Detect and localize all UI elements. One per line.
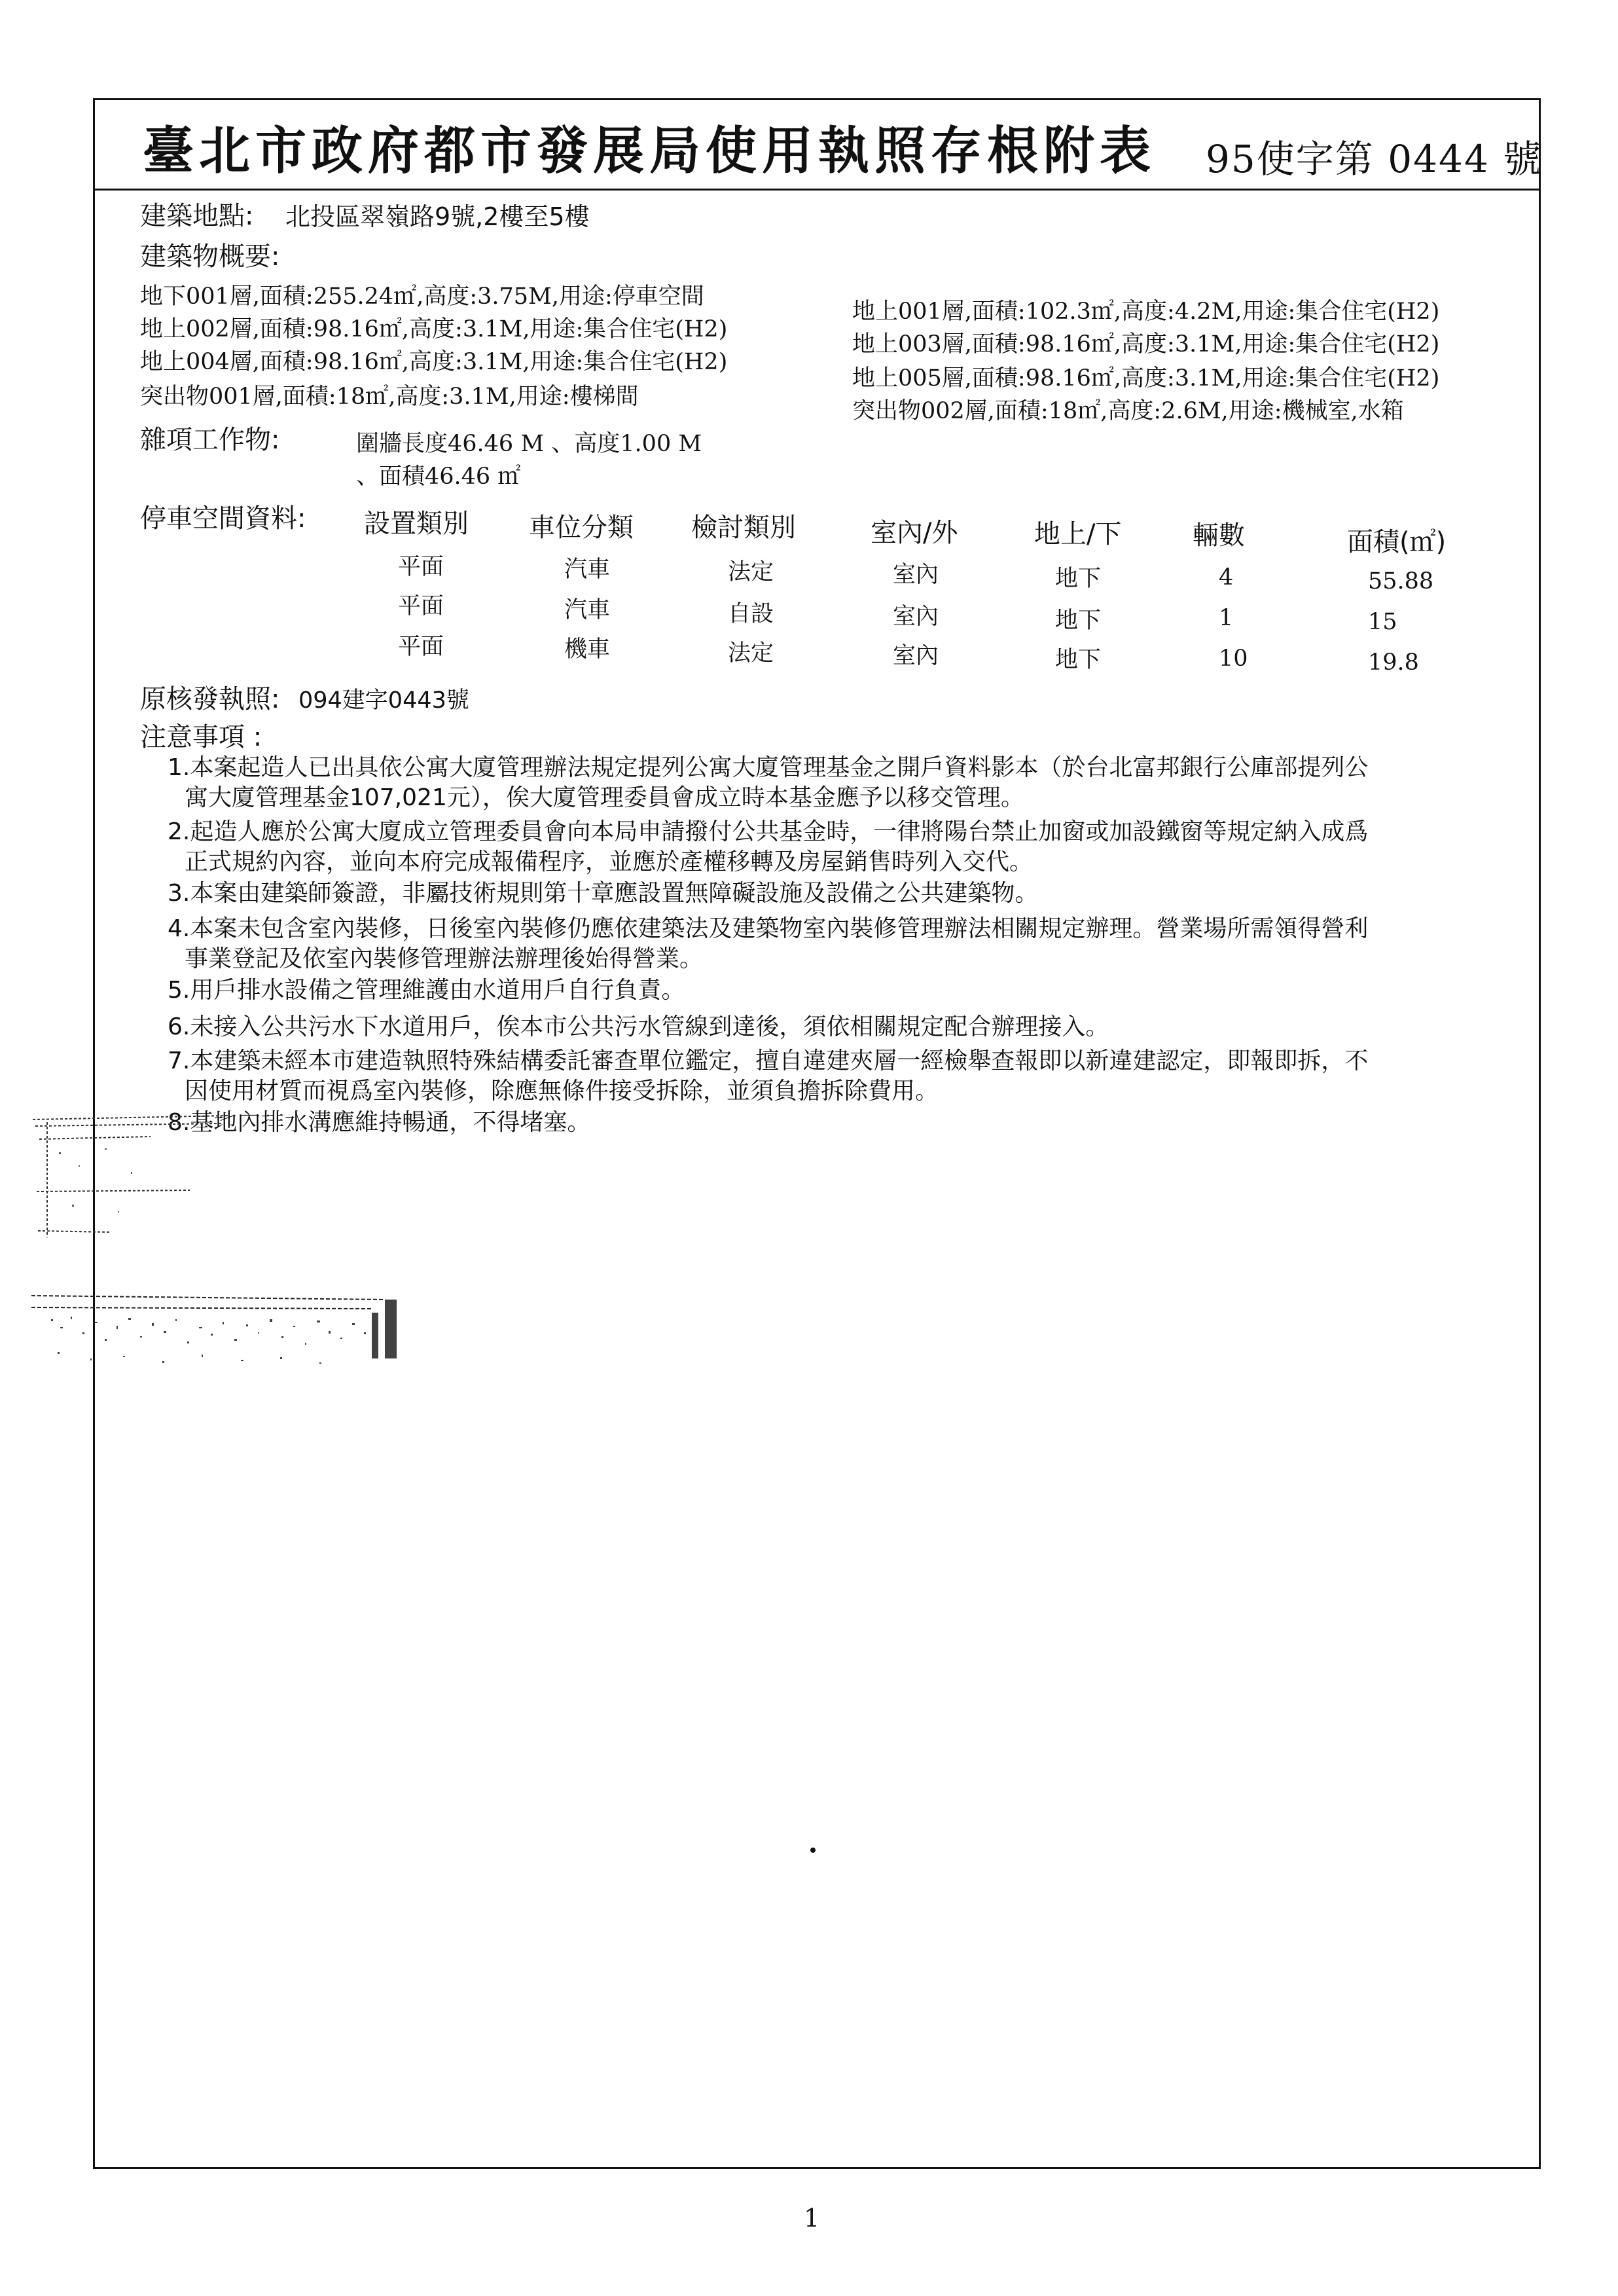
note-line: 本案起造人已出具依公寓大廈管理辦法規定提列公寓大廈管理基金之開戶資料影本（於台北富邦銀行公庫部提列公	[190, 754, 1369, 781]
parking-cell: 55.88	[1368, 568, 1434, 594]
parking-label: 停車空間資料:	[140, 503, 306, 534]
overview-right-line: 地上003層,面積:98.16㎡,高度:3.1M,用途:集合住宅(H2)	[852, 331, 1440, 357]
note-line: 用戶排水設備之管理維護由水道用戶自行負責。	[190, 977, 685, 1004]
original-permit-value: 094建字0443號	[298, 687, 469, 714]
misc-line: 圍牆長度46.46 M 、高度1.00 M	[356, 431, 702, 457]
stamp-mark-upper	[33, 1113, 242, 1244]
scan-speck	[810, 1848, 816, 1853]
parking-cell: 室內	[893, 604, 939, 630]
overview-left-line: 地上002層,面積:98.16㎡,高度:3.1M,用途:集合住宅(H2)	[140, 316, 728, 342]
notes-label: 注意事項 :	[140, 722, 262, 752]
parking-header: 地上/下	[1034, 519, 1122, 549]
note-line: 本案未包含室內裝修，日後室內裝修仍應依建築法及建築物室內裝修管理辦法相關規定辦理。營業場所需領得營利	[190, 915, 1369, 942]
note-number: 4.	[168, 915, 190, 942]
note-line: 正式規約內容，並向本府完成報備程序，並應於產權移轉及房屋銷售時列入交代。	[185, 848, 1034, 875]
parking-header: 設置類別	[364, 509, 469, 539]
note-item-1	[168, 753, 1368, 813]
overview-label: 建築物概要:	[140, 242, 280, 272]
parking-cell: 平面	[398, 554, 444, 580]
site-label: 建築地點:	[140, 201, 254, 231]
parking-header: 室內/外	[871, 518, 958, 548]
note-line: 起造人應於公寓大廈成立管理委員會向本局申請撥付公共基金時，一律將陽台禁止加窗或加設鐵窗等規定納入成爲	[190, 818, 1369, 845]
document-title: 臺北市政府都市發展局使用執照存根附表	[143, 121, 1157, 181]
note-number: 3.	[168, 880, 190, 907]
parking-cell: 平面	[398, 593, 444, 619]
misc-label: 雜項工作物:	[140, 425, 280, 455]
parking-cell: 15	[1368, 609, 1397, 635]
parking-cell: 地下	[1055, 647, 1102, 673]
parking-cell: 19.8	[1368, 649, 1419, 676]
overview-left-line: 地下001層,面積:255.24㎡,高度:3.75M,用途:停車空間	[140, 283, 704, 310]
parking-cell: 1	[1219, 605, 1234, 631]
note-line: 本案由建築師簽證，非屬技術規則第十章應設置無障礙設施及設備之公共建築物。	[190, 880, 1039, 907]
parking-cell: 法定	[728, 640, 774, 666]
title-divider	[93, 189, 1541, 191]
parking-cell: 自設	[728, 601, 774, 627]
parking-header: 檢討類別	[691, 513, 796, 543]
overview-right-line: 地上001層,面積:102.3㎡,高度:4.2M,用途:集合住宅(H2)	[852, 299, 1440, 325]
parking-cell: 法定	[728, 559, 774, 585]
note-item-3	[168, 879, 1038, 909]
overview-left-line: 地上004層,面積:98.16㎡,高度:3.1M,用途:集合住宅(H2)	[140, 349, 728, 375]
stamp-mark-lower	[31, 1293, 398, 1385]
note-number: 1.	[168, 754, 190, 781]
note-number: 2.	[168, 818, 190, 845]
misc-line: 、面積46.46 ㎡	[356, 464, 521, 490]
note-line: 寓大廈管理基金107,021元），俟大廈管理委員會成立時本基金應予以移交管理。	[185, 784, 1024, 811]
parking-cell: 10	[1219, 646, 1248, 672]
parking-header: 輛數	[1193, 520, 1245, 551]
note-item-4	[168, 914, 1368, 974]
note-item-6	[168, 1012, 1109, 1042]
note-number: 7.	[168, 1048, 190, 1074]
original-permit-label: 原核發執照:	[140, 684, 280, 714]
note-line: 事業登記及依室內裝修管理辦法辦理後始得營業。	[185, 945, 704, 972]
parking-cell: 地下	[1055, 608, 1102, 634]
note-line: 未接入公共污水下水道用戶，俟本市公共污水管線到達後，須依相關規定配合辦理接入。	[190, 1013, 1109, 1040]
parking-cell: 室內	[893, 562, 939, 588]
page-number: 1	[804, 2204, 820, 2232]
permit-number: 95使字第 0444 號	[1206, 137, 1543, 181]
note-item-2	[168, 817, 1368, 877]
parking-cell: 汽車	[564, 556, 611, 583]
overview-left-line: 突出物001層,面積:18㎡,高度:3.1M,用途:樓梯間	[140, 384, 639, 410]
parking-cell: 地下	[1055, 566, 1102, 592]
note-number: 6.	[168, 1013, 190, 1040]
parking-cell: 平面	[398, 634, 444, 660]
note-line: 本建築未經本市建造執照特殊結構委託審查單位鑑定，擅自違建夾層一經檢舉查報即以新違建認定，即報即拆，不	[190, 1048, 1369, 1074]
note-item-7	[168, 1046, 1368, 1106]
site-value: 北投區翠嶺路9號,2樓至5樓	[285, 202, 590, 231]
parking-header: 面積(㎡)	[1347, 527, 1447, 557]
parking-cell: 4	[1219, 564, 1234, 591]
note-item-5	[168, 975, 685, 1006]
note-number: 5.	[168, 977, 190, 1004]
note-number: 8.	[168, 1109, 190, 1136]
note-line: 基地內排水溝應維持暢通，不得堵塞。	[190, 1109, 591, 1136]
overview-right-line: 突出物002層,面積:18㎡,高度:2.6M,用途:機械室,水箱	[852, 398, 1404, 424]
parking-header: 車位分類	[529, 513, 634, 543]
parking-cell: 室內	[893, 643, 939, 669]
parking-cell: 機車	[564, 636, 611, 663]
overview-right-line: 地上005層,面積:98.16㎡,高度:3.1M,用途:集合住宅(H2)	[852, 365, 1440, 392]
parking-cell: 汽車	[564, 597, 611, 623]
note-line: 因使用材質而視爲室內裝修，除應無條件接受拆除，並須負擔拆除費用。	[185, 1078, 939, 1104]
